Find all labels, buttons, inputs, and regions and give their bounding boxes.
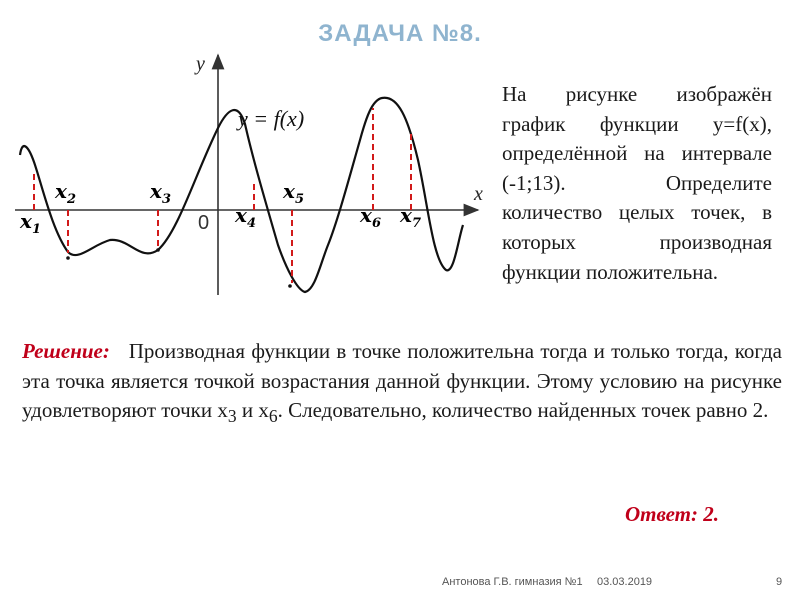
- point-label-x2: $x_2$: [55, 179, 76, 207]
- point-label-x6: $x_6$: [360, 203, 381, 231]
- footer-date: 03.03.2019: [597, 576, 653, 588]
- point-label-x7: $x_7$: [400, 203, 421, 231]
- page-number: 9: [776, 576, 783, 588]
- solution-label: Решение:: [22, 339, 110, 363]
- solution-sub-6: 6: [268, 406, 278, 427]
- function-graph: [0, 40, 490, 310]
- point-label-x3: $x_3$: [150, 179, 171, 207]
- answer-text: Ответ: 2.: [625, 502, 719, 526]
- solution-paragraph: [22, 337, 782, 432]
- solution-text-part1: Производная функции в точке положительна тогда и только тогда, когда эта точка является точкой возрастания данной функции. Этому условию на рисунке удовлетворяют точки x: [22, 339, 782, 423]
- solution-text-end: . Следовательно, количество найденных точек равно 2.: [277, 398, 769, 423]
- function-label: y = f(x): [238, 106, 305, 131]
- slide-title: ЗАДАЧА №8.: [318, 20, 482, 47]
- x-axis-label: x: [474, 183, 483, 205]
- footer-author: Антонова Г.В. гимназия №1: [442, 576, 583, 588]
- solution-text-mid: и x: [236, 398, 269, 423]
- point-dot-x2: [66, 256, 70, 260]
- problem-text: На рисунке изображён график функции y=f(x), определённой на интервале (-1;13). Определите количество целых точек, в которых производная функции положительна.: [502, 82, 772, 284]
- solution-sub-3: 3: [227, 406, 237, 427]
- point-label-x5: $x_5$: [283, 179, 304, 207]
- point-label-x4: $x_4$: [235, 203, 256, 231]
- point-label-x1: $x_1$: [20, 209, 41, 237]
- origin-label: 0: [198, 212, 210, 234]
- point-dot-x3: [156, 248, 160, 252]
- point-dot-x5: [288, 284, 292, 288]
- y-axis-label: y: [196, 53, 205, 75]
